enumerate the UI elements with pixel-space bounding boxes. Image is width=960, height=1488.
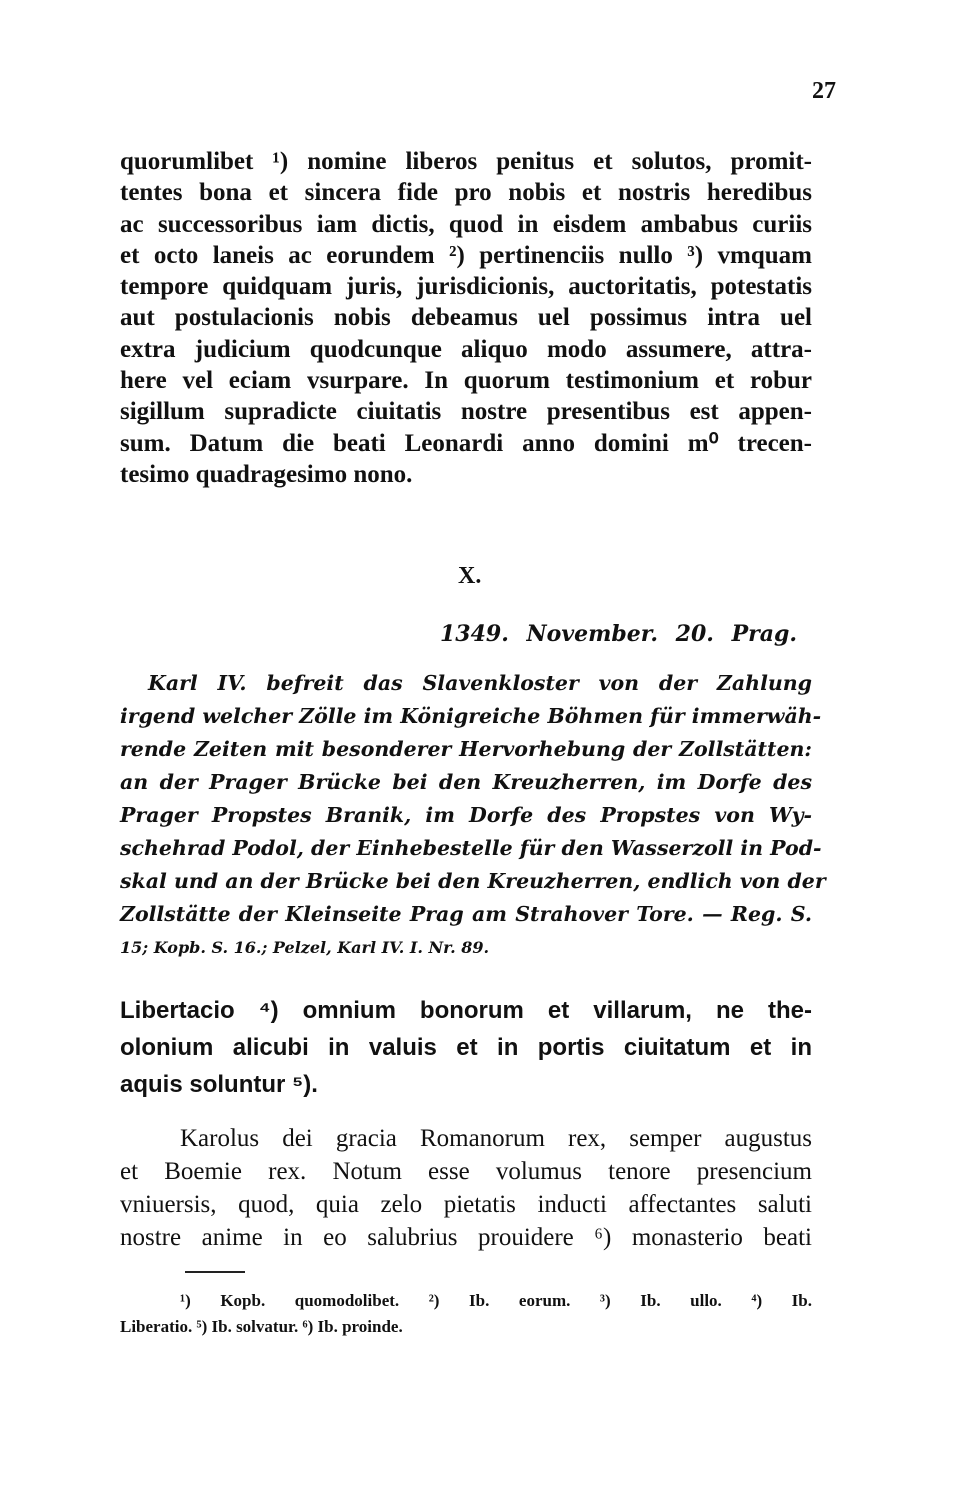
- charter-text-continuation: [120, 146, 812, 490]
- text-line: vniuersis, quod, quia zelo pietatis inducti affectantes saluti: [120, 1191, 812, 1218]
- heading-line: aquis soluntur ⁵).: [120, 1071, 318, 1098]
- text-line: nostre anime in eo salubrius prouidere ⁶) monasterio beati: [120, 1224, 812, 1251]
- regest-line: Karl IV. befreit das Slavenkloster von der Zahlung: [148, 671, 812, 695]
- regest-line: Zollstätte der Kleinseite Prag am Strahover Tore. — Reg. S.: [120, 902, 812, 926]
- regest-summary: [120, 667, 826, 964]
- page-number: 27: [812, 78, 836, 104]
- text-line: et Boemie rex. Notum esse volumus tenore presencium: [120, 1158, 812, 1185]
- charter-text: [120, 1122, 812, 1254]
- regest-line: an der Prager Brücke bei den Kreuzherren, im Dorfe des: [120, 770, 812, 794]
- text-line: Karolus dei gracia Romanorum rex, semper augustus: [180, 1125, 812, 1152]
- footnote-line: Liberatio. ⁵) Ib. solvatur. ⁶) Ib. proinde.: [120, 1317, 403, 1336]
- text-line: tempore quidquam juris, jurisdicionis, auctoritatis, potestatis: [120, 273, 812, 301]
- text-line: et octo laneis ac eorundem ²) pertinenciis nullo ³) vmquam: [120, 241, 812, 269]
- text-line: sigillum supradicte ciuitatis nostre presentibus est appen-: [120, 398, 812, 426]
- text-line: tesimo quadragesimo nono.: [120, 460, 413, 488]
- text-line: quorumlibet ¹) nomine liberos penitus et solutos, promit-: [120, 148, 812, 175]
- heading-line: olonium alicubi in valuis et in portis ciuitatum et in: [120, 1034, 812, 1061]
- regest-line: Prager Propstes Branik, im Dorfe des Propstes von Wy-: [120, 803, 812, 827]
- text-line: here vel eciam vsurpare. In quorum testimonium et robur: [120, 367, 812, 395]
- text-line: sum. Datum die beati Leonardi anno domini m⁰ trecen-: [120, 429, 812, 457]
- text-line: tentes bona et sincera fide pro nobis et nostris heredibus: [120, 179, 812, 207]
- document-number: X.: [458, 563, 482, 589]
- footnote-line: ¹) Kopb. quomodolibet. ²) Ib. eorum. ³) Ib. ullo. ⁴) Ib.: [180, 1291, 812, 1310]
- charter-heading: [120, 992, 812, 1103]
- footnotes: [120, 1288, 812, 1340]
- regest-line: schehrad Podol, der Einhebestelle für den Wasserzoll in Pod-: [120, 836, 822, 860]
- dateline: 1349. November. 20. Prag.: [440, 621, 798, 647]
- text-line: extra judicium quodcunque aliquo modo assumere, attra-: [120, 335, 812, 363]
- text-line: ac successoribus iam dictis, quod in eisdem ambabus curiis: [120, 210, 812, 238]
- regest-line: irgend welcher Zölle im Königreiche Böhmen für immerwäh-: [120, 704, 822, 728]
- regest-line: 15; Kopb. S. 16.; Pelzel, Karl IV. I. Nr. 89.: [120, 938, 490, 957]
- text-line: aut postulacionis nobis debeamus uel possimus intra uel: [120, 304, 812, 332]
- heading-line: Libertacio ⁴) omnium bonorum et villarum, ne the-: [120, 997, 812, 1024]
- regest-line: rende Zeiten mit besonderer Hervorhebung der Zollstätten:: [120, 737, 812, 761]
- regest-line: skal und an der Brücke bei den Kreuzherren, endlich von der: [120, 869, 826, 893]
- footnote-divider: [185, 1271, 245, 1273]
